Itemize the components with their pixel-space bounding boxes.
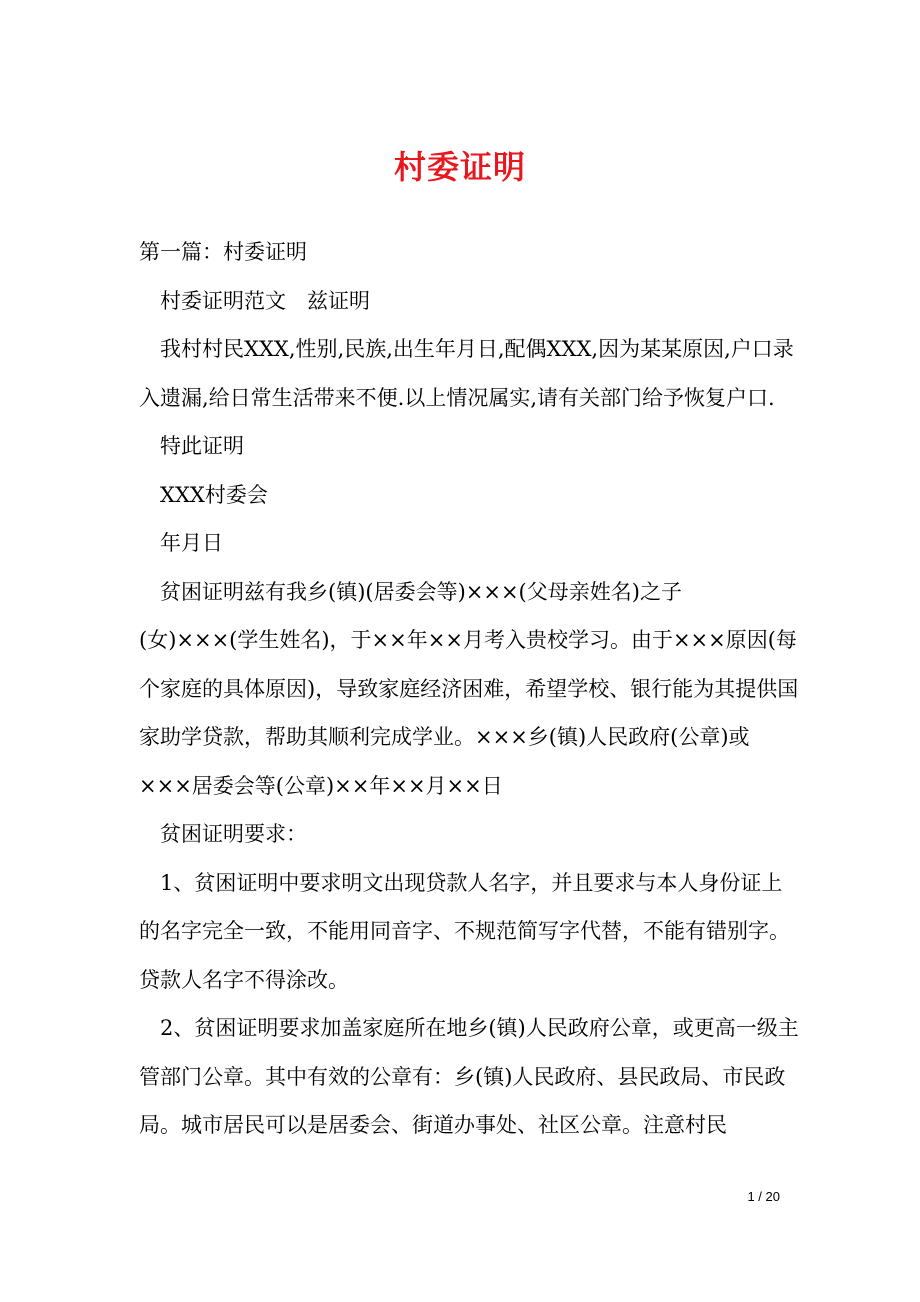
section-heading: 第一篇：村委证明 xyxy=(139,240,307,264)
paragraph: XXX村委会 xyxy=(160,482,268,507)
paragraph: 我村村民XXX,性别,民族,出生年月日,配偶XXX,因为某某原因,户口录入遗漏,给日常生活带来不便.以上情况属实,请有关部门给予恢复户口. xyxy=(139,337,794,410)
document-body xyxy=(139,228,799,1150)
document-title: 村委证明 xyxy=(393,148,526,186)
paragraph: 2、贫困证明要求加盖家庭所在地乡(镇)人民政府公章，或更高一级主管部门公章。其中有效的公章有：乡(镇)人民政府、县民政局、市民政局。城市居民可以是居委会、街道办事处、社区公章。注意村民 xyxy=(139,1016,799,1137)
paragraph: 贫困证明要求： xyxy=(160,822,307,846)
paragraph: 1、贫困证明中要求明文出现贷款人名字，并且要求与本人身份证上的名字完全一致，不能用同音字、不规范简写字代替，不能有错别字。贷款人名字不得涂改。 xyxy=(139,870,790,992)
paragraph: 特此证明 xyxy=(160,434,244,458)
paragraph: 村委证明范文 兹证明 xyxy=(160,288,370,313)
page-number: 1 / 20 xyxy=(747,1189,780,1204)
paragraph: 贫困证明兹有我乡(镇)(居委会等)×××(父母亲姓名)之子(女)×××(学生姓名)，于××年××月考入贵校学习。由于×××原因(每个家庭的具体原因)，导致家庭经济困难，希望学校、银行能为其提供国家助学贷款，帮助其顺利完成学业。×××乡(镇)人民政府(公章)或×××居委会等(公章)××年××月××日 xyxy=(139,579,799,798)
paragraph: 年月日 xyxy=(160,531,223,555)
